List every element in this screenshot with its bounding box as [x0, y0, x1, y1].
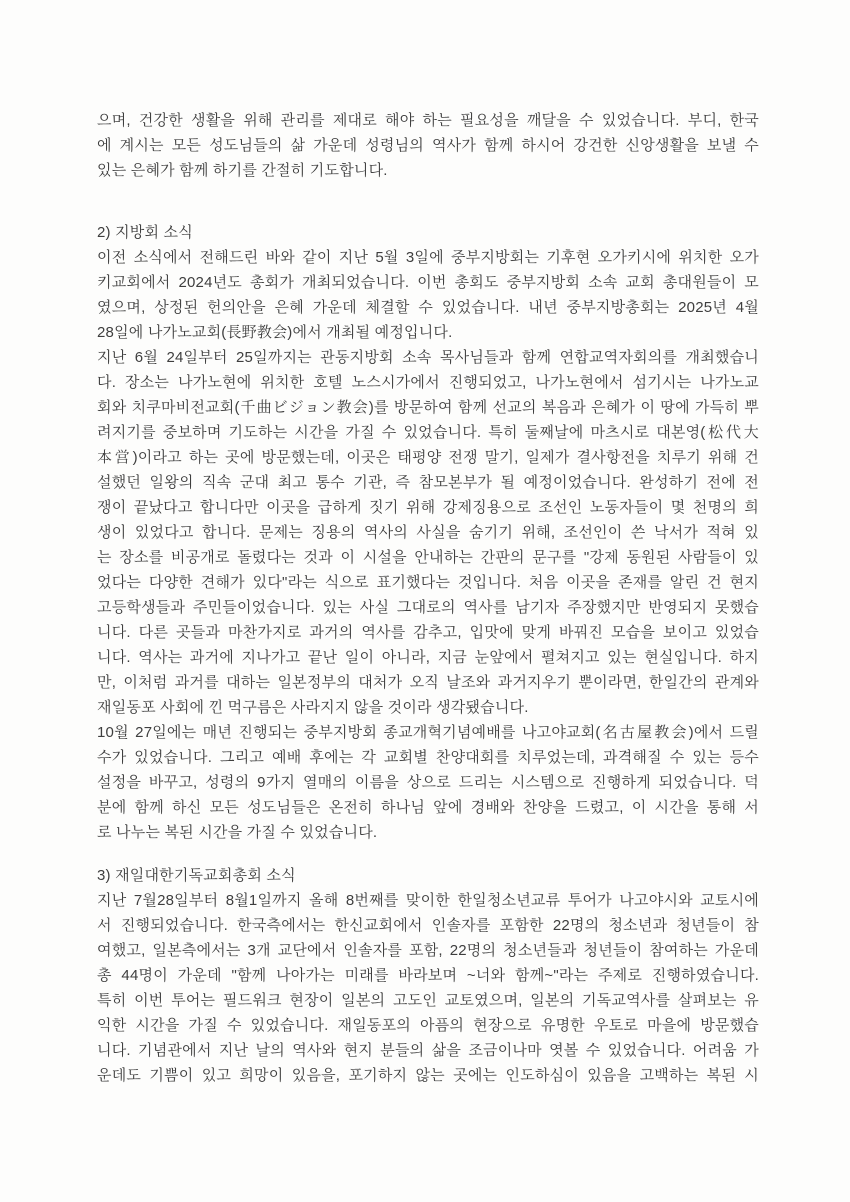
text-line: 특히 이번 투어는 필드워크 현장이 일본의 고도인 교토였으며, 일본의 기독교역사를 살펴보는 유 — [97, 992, 759, 1009]
paragraph-youth-exchange-tour — [97, 888, 759, 1088]
text-line: 려지기를 중보하며 기도하는 시간을 가질 수 있었습니다. 특히 둘째날에 마츠시로 대본영(松代大 — [97, 424, 759, 441]
newsletter-body — [97, 108, 759, 1088]
text-line: 니다. 기념관에서 지난 날의 역사와 현지 분들의 삶을 조금이나마 엿볼 수 있었습니다. 어려움 가 — [97, 1042, 759, 1059]
text-line: 지난 6월 24일부터 25일까지는 관동지방회 소속 목사님들과 함께 연합교역자회의를 개최했습니 — [97, 349, 759, 366]
text-line: 28일에 나가노교회(長野教会)에서 개최될 예정입니다. — [97, 324, 453, 341]
text-line: 였으며, 상정된 헌의안을 은혜 가운데 체결할 수 있었습니다. 내년 중부지방총회는 2025년 4월 — [97, 299, 759, 316]
paragraph-joint-pastors-conference — [97, 345, 759, 720]
text-line: 여했고, 일본측에서는 3개 교단에서 인솔자를 포함, 22명의 청소년들과 청년들이 참여하는 가운데 — [97, 942, 759, 959]
paragraph-intro — [97, 108, 759, 183]
text-line: 으며, 건강한 생활을 위해 관리를 제대로 해야 하는 필요성을 깨달을 수 있었습니다. 부디, 한국 — [97, 112, 759, 129]
text-line: 이전 소식에서 전해드린 바와 같이 지난 5월 3일에 중부지방회는 기후현 오가키시에 위치한 오가 — [97, 249, 759, 266]
text-line: 총 44명이 가운데 "함께 나아가는 미래를 바라보며 ~너와 함께~"라는 주제로 진행하였습니다. — [97, 967, 759, 984]
text-line: 에 계시는 모든 성도님들의 삶 가운데 성령님의 역사가 함께 하시어 강건한 신앙생활을 보낼 수 — [97, 137, 759, 154]
text-line: 었다는 다양한 견해가 있다"라는 식으로 표기했다는 것입니다. 처음 이곳을 존재를 알린 건 현지 — [97, 574, 759, 591]
text-line: 생이 있었다고 합니다. 문제는 징용의 역사의 사실을 숨기기 위해, 조선인이 쓴 낙서가 적혀 있 — [97, 524, 759, 541]
text-line: 니다. 역사는 과거에 지나가고 끝난 일이 아니라, 지금 눈앞에서 펼쳐지고 있는 현실입니다. 하지 — [97, 649, 759, 666]
text-line: 설했던 일왕의 직속 군대 최고 통수 기관, 즉 참모본부가 될 예정이었습니다. 완성하기 전에 전 — [97, 474, 759, 491]
text-line: 고등학생들과 주민들이었습니다. 있는 사실 그대로의 역사를 남기자 주장했지만 반영되지 못했습 — [97, 599, 759, 616]
paragraph-reformation-service — [97, 720, 759, 845]
text-line: 재일동포 사회에 낀 먹구름은 사라지지 않을 것이라 생각됐습니다. — [97, 699, 529, 716]
text-line: 만, 이처럼 과거를 대하는 일본정부의 대처가 오직 날조와 과거지우기 뿐이라면, 한일간의 관계와 — [97, 674, 759, 691]
section-heading-regional-news: 2) 지방회 소식 — [97, 224, 193, 241]
text-line: 수가 있었습니다. 그리고 예배 후에는 각 교회별 찬양대회를 치루었는데, 과격해질 수 있는 등수 — [97, 749, 759, 766]
text-line: 다. 장소는 나가노현에 위치한 호텔 노스시가에서 진행되었고, 나가노현에서 섬기시는 나가노교 — [97, 374, 759, 391]
text-line: 운데도 기쁨이 있고 희망이 있음을, 포기하지 않는 곳에는 인도하심이 있음을 고백하는 복된 시 — [97, 1067, 759, 1084]
text-line: 10월 27일에는 매년 진행되는 중부지방회 종교개혁기념예배를 나고야교회(名古屋教会)에서 드릴 — [97, 724, 759, 741]
text-line: 키교회에서 2024년도 총회가 개최되었습니다. 이번 총회도 중부지방회 소속 교회 총대원들이 모 — [97, 274, 759, 291]
text-line: 설정을 바꾸고, 성령의 9가지 열매의 이름을 상으로 드리는 시스템으로 진행하게 되었습니다. 덕 — [97, 774, 759, 791]
text-line: 있는 은혜가 함께 하기를 간절히 기도합니다. — [97, 162, 388, 179]
text-line: 서 진행되었습니다. 한국측에서는 한신교회에서 인솔자를 포함한 22명의 청소년과 청년들이 참 — [97, 917, 759, 934]
text-line: 지난 7월28일부터 8월1일까지 올해 8번째를 맞이한 한일청소년교류 투어가 나고야시와 교토시에 — [97, 892, 759, 909]
text-line: 本営)이라고 하는 곳에 방문했는데, 이곳은 태평양 전쟁 말기, 일제가 결사항전을 치루기 위해 건 — [97, 449, 759, 466]
text-line: 로 나누는 복된 시간을 가질 수 있었습니다. — [97, 824, 378, 841]
text-line: 니다. 다른 곳들과 마찬가지로 과거의 역사를 감추고, 입맛에 맞게 바꿔진 모습을 보이고 있었습 — [97, 624, 759, 641]
text-line: 는 장소를 비공개로 돌렸다는 것과 이 시설을 안내하는 간판의 문구를 "강제 동원된 사람들이 있 — [97, 549, 759, 566]
paragraph-regional-assembly — [97, 245, 759, 345]
text-line: 쟁이 끝났다고 합니다만 이곳을 급하게 짓기 위해 강제징용으로 조선인 노동자들이 몇 천명의 희 — [97, 499, 759, 516]
section-heading-general-assembly-news: 3) 재일대한기독교회총회 소식 — [97, 867, 296, 884]
text-line: 분에 함께 하신 모든 성도님들은 온전히 하나님 앞에 경배와 찬양을 드렸고, 이 시간을 통해 서 — [97, 799, 759, 816]
text-line: 익한 시간을 가질 수 있었습니다. 재일동포의 아픔의 현장으로 유명한 우토로 마을에 방문했습 — [97, 1017, 759, 1034]
text-line: 회와 치쿠마비전교회(千曲ビジョン教会)를 방문하여 함께 선교의 복음과 은혜가 이 땅에 가득히 뿌 — [97, 399, 759, 416]
